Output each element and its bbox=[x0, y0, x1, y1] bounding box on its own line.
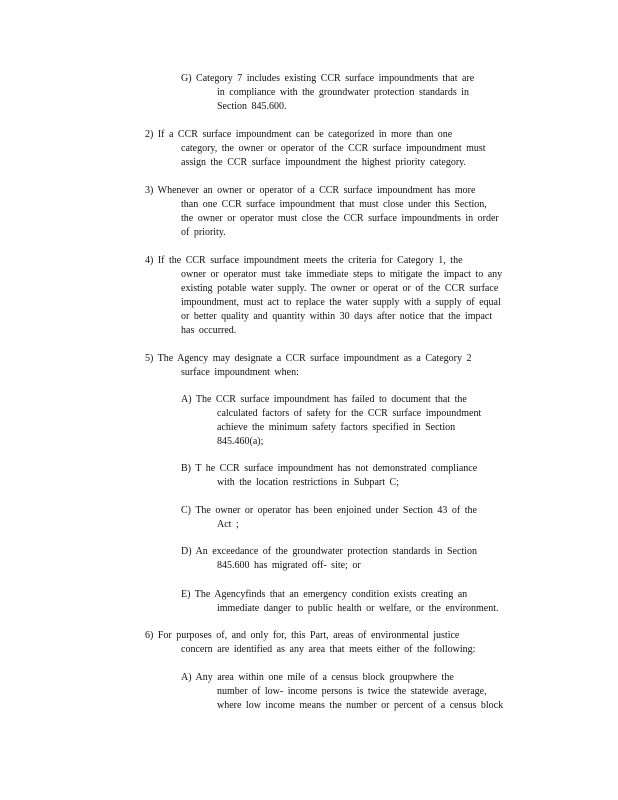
paragraph-3-closure-order bbox=[145, 184, 555, 240]
text-line: E) The Agencyfinds that an emergency condition exists creating an bbox=[181, 589, 468, 600]
text-line: or better quality and quantity within 30 days after notice that the impact bbox=[181, 311, 493, 322]
text-line: than one CCR surface impoundment that must close under this Section, bbox=[181, 199, 487, 210]
text-line: where low income means the number or percent of a census block bbox=[217, 700, 504, 711]
text-line: A) Any area within one mile of a census block groupwhere the bbox=[181, 672, 454, 683]
text-line: immediate danger to public health or welfare, or the environment. bbox=[217, 603, 499, 614]
text-line: impoundment, must act to replace the water supply with a supply of equal bbox=[181, 297, 501, 308]
text-line: 845.600 has migrated off- site; or bbox=[217, 560, 361, 571]
paragraph-2-categorization bbox=[145, 128, 555, 170]
text-line: achieve the minimum safety factors specified in Section bbox=[217, 422, 456, 433]
paragraph-5e-emergency bbox=[181, 588, 551, 616]
text-line: C) The owner or operator has been enjoined under Section 43 of the bbox=[181, 505, 477, 516]
paragraph-g-category-7 bbox=[181, 72, 551, 114]
paragraph-6a-census-block bbox=[181, 671, 551, 713]
text-line: owner or operator must take immediate steps to mitigate the impact to any bbox=[181, 269, 503, 280]
paragraph-5d-exceedance bbox=[181, 545, 551, 573]
text-line: 6) For purposes of, and only for, this Part, areas of environmental justice bbox=[145, 630, 460, 641]
paragraph-5c-enjoined bbox=[181, 504, 551, 532]
text-line: concern are identified as any area that meets either of the following: bbox=[181, 644, 476, 655]
text-line: Section 845.600. bbox=[217, 101, 287, 112]
text-line: number of low- income persons is twice the statewide average, bbox=[217, 686, 487, 697]
text-line: 4) If the CCR surface impoundment meets the criteria for Category 1, the bbox=[145, 255, 463, 266]
paragraph-4-category-1-action bbox=[145, 254, 555, 338]
text-line: category, the owner or operator of the CCR surface impoundment must bbox=[181, 143, 486, 154]
text-line: assign the CCR surface impoundment the highest priority category. bbox=[181, 157, 467, 168]
text-line: existing potable water supply. The owner or operat or of the CCR surface bbox=[181, 283, 499, 294]
text-line: 845.460(a); bbox=[217, 436, 264, 447]
paragraph-6-environmental-justice bbox=[145, 629, 555, 657]
text-line: the owner or operator must close the CCR surface impoundments in order bbox=[181, 213, 499, 224]
text-line: A) The CCR surface impoundment has failed to document that the bbox=[181, 394, 467, 405]
text-line: 2) If a CCR surface impoundment can be categorized in more than one bbox=[145, 129, 453, 140]
text-line: calculated factors of safety for the CCR surface impoundment bbox=[217, 408, 482, 419]
text-line: surface impoundment when: bbox=[181, 367, 299, 378]
text-line: D) An exceedance of the groundwater protection standards in Section bbox=[181, 546, 477, 557]
text-line: G) Category 7 includes existing CCR surface impoundments that are bbox=[181, 73, 475, 84]
text-line: 5) The Agency may designate a CCR surface impoundment as a Category 2 bbox=[145, 353, 472, 364]
text-line: of priority. bbox=[181, 227, 226, 238]
text-line: 3) Whenever an owner or operator of a CCR surface impoundment has more bbox=[145, 185, 476, 196]
paragraph-5a-safety-factors bbox=[181, 393, 551, 449]
text-line: Act ; bbox=[217, 519, 239, 530]
paragraph-5-agency-designation bbox=[145, 352, 555, 380]
paragraph-5b-location-restrictions bbox=[181, 462, 551, 490]
text-line: with the location restrictions in Subpart C; bbox=[217, 477, 399, 488]
text-line: in compliance with the groundwater protection standards in bbox=[217, 87, 469, 98]
text-line: B) T he CCR surface impoundment has not demonstrated compliance bbox=[181, 463, 478, 474]
text-line: has occurred. bbox=[181, 325, 237, 336]
